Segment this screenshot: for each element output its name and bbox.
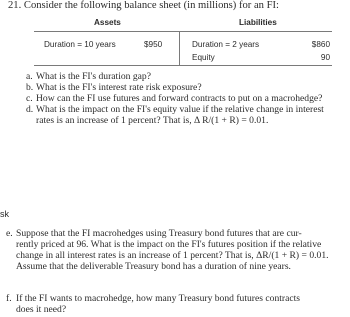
part-d-label: d. [26, 104, 34, 115]
part-d [26, 104, 346, 126]
liability-value: $860 [311, 40, 330, 49]
part-f-line1: If the FI wants to macrohedge, how many Treasury bond futures contracts [16, 293, 301, 304]
part-f-line2: does it need? [16, 304, 67, 315]
part-e-line3: change in all interest rates is an increase of 1 percent? That is, ΔR/(1 + R) = 0.01. [16, 250, 329, 261]
table-bottom-rule [34, 65, 332, 66]
part-d-line2: rates is an increase of 1 percent? That is, Δ R/(1 + R) = 0.01. [36, 115, 269, 126]
part-c-label: c. [26, 93, 33, 104]
part-e-line1: Suppose that the FI macrohedges using Treasury bond futures that are cur- [16, 228, 302, 239]
part-d-line1: What is the impact on the FI's equity value if the relative change in interest [36, 104, 324, 115]
part-b [26, 82, 202, 93]
table-top-rule [34, 31, 332, 32]
question-title: 21. Consider the following balance sheet (in millions) for an FI: [8, 0, 279, 11]
part-c-text: How can the FI use futures and forward contracts to put on a macrohedge? [36, 93, 323, 104]
part-e-line2: rently priced at 96. What is the impact on the FI's futures position if the relative [16, 239, 322, 250]
liabilities-header: Liabilities [239, 18, 277, 27]
part-b-text: What is the FI's interest rate risk exposure? [36, 82, 202, 93]
balance-sheet-table [34, 18, 332, 66]
part-c [26, 93, 322, 104]
asset-value: $950 [144, 40, 163, 49]
liability-duration-label: Duration = 2 years [192, 40, 260, 49]
equity-value: 90 [320, 53, 330, 62]
table-column-divider [179, 31, 180, 66]
equity-label: Equity [192, 53, 215, 62]
part-f-label: f. [6, 293, 12, 304]
asset-duration-label: Duration = 10 years [44, 40, 116, 49]
sidebar-fragment: sk [0, 209, 9, 219]
part-f [6, 293, 346, 315]
assets-header: Assets [94, 18, 121, 27]
part-b-label: b. [26, 82, 34, 93]
part-a-text: What is the FI's duration gap? [36, 71, 151, 82]
part-a [26, 71, 151, 82]
part-e [6, 228, 346, 272]
part-a-label: a. [26, 71, 33, 82]
part-e-label: e. [6, 228, 13, 239]
part-e-line4: Assume that the deliverable Treasury bond has a duration of nine years. [16, 261, 291, 272]
